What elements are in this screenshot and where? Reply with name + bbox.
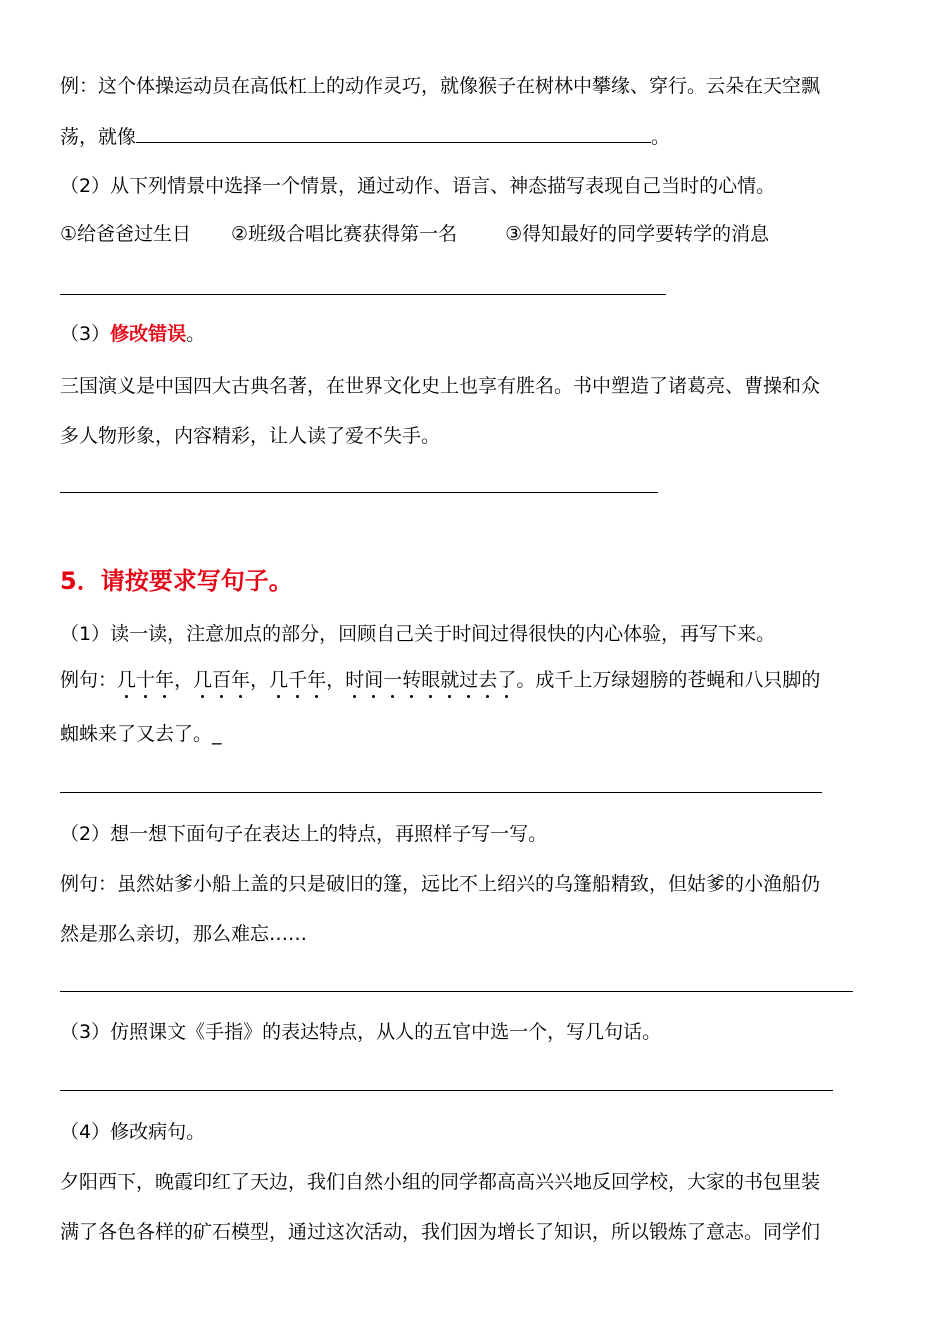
answer-line[interactable] xyxy=(60,294,666,295)
part-title: 修改错误 xyxy=(110,323,187,345)
option-1: ①给爸爸过生日 xyxy=(60,223,192,245)
answer-line[interactable] xyxy=(60,492,658,493)
dotted-char: 几 xyxy=(193,669,213,691)
example-text: 。成千上万绿翅膀的苍蝇和八只脚的 xyxy=(516,669,821,691)
answer-line[interactable] xyxy=(60,991,853,992)
q5-part1-example-line-1 xyxy=(60,668,820,692)
dotted-char: 转 xyxy=(402,669,422,691)
part-title-end: 。 xyxy=(186,323,206,345)
q4-part2-prompt: （2）从下列情景中选择一个情景，通过动作、语言、神态描写表现自己当时的心情。 xyxy=(60,175,776,197)
q4-part2-options xyxy=(60,222,769,246)
comma: ， xyxy=(326,669,346,691)
dotted-char: 了 xyxy=(497,669,517,691)
dotted-char: 几 xyxy=(117,669,137,691)
dotted-char: 年 xyxy=(307,669,327,691)
answer-line[interactable] xyxy=(60,1090,833,1091)
dotted-char: 年 xyxy=(231,669,251,691)
option-3: ③得知最好的同学要转学的消息 xyxy=(505,223,770,245)
example-sentence-line-1: 例：这个体操运动员在高低杠上的动作灵巧，就像猴子在树林中攀缘、穿行。云朵在天空飘 xyxy=(60,75,821,97)
dotted-char: 去 xyxy=(478,669,498,691)
dotted-char: 千 xyxy=(288,669,308,691)
q5-part4-prompt: （4）修改病句。 xyxy=(60,1121,206,1143)
dotted-char: 一 xyxy=(383,669,403,691)
dotted-char: 就 xyxy=(440,669,460,691)
fill-in-blank[interactable] xyxy=(136,124,651,143)
dotted-char: 百 xyxy=(212,669,232,691)
q5-part2-example-line-2: 然是那么亲切，那么难忘…… xyxy=(60,923,308,945)
dotted-char: 间 xyxy=(364,669,384,691)
dotted-char: 几 xyxy=(269,669,289,691)
q4-part3-text-line-1: 三国演义是中国四大古典名著，在世界文化史上也享有胜名。书中塑造了诸葛亮、曹操和众 xyxy=(60,375,821,397)
dotted-char: 十 xyxy=(136,669,156,691)
section-heading: 5．请按要求写句子。 xyxy=(60,567,293,595)
example-sentence-text: 荡，就像 xyxy=(60,126,137,148)
example-label: 例句： xyxy=(60,669,118,691)
q5-part4-text-line-2: 满了各色各样的矿石模型，通过这次活动，我们因为增长了知识，所以锻炼了意志。同学们 xyxy=(60,1221,821,1243)
q4-part3-prompt xyxy=(60,322,205,346)
q5-part1-example-line-2: 蜘蛛来了又去了。_ xyxy=(60,723,222,745)
dotted-char: 时 xyxy=(345,669,365,691)
dotted-char: 年 xyxy=(155,669,175,691)
q5-part2-example-line-1: 例句：虽然姑爹小船上盖的只是破旧的篷，远比不上绍兴的乌篷船精致，但姑爹的小渔船仍 xyxy=(60,873,821,895)
q4-part3-text-line-2: 多人物形象，内容精彩，让人读了爱不失手。 xyxy=(60,425,441,447)
comma: ， xyxy=(250,669,270,691)
dotted-char: 眼 xyxy=(421,669,441,691)
q5-part3-prompt: （3）仿照课文《手指》的表达特点，从人的五官中选一个，写几句话。 xyxy=(60,1021,662,1043)
q5-part2-prompt: （2）想一想下面句子在表达上的特点，再照样子写一写。 xyxy=(60,823,548,845)
part-number: （3） xyxy=(60,323,111,345)
comma: ， xyxy=(174,669,194,691)
option-2: ②班级合唱比赛获得第一名 xyxy=(231,223,458,245)
example-sentence-end: 。 xyxy=(651,126,671,148)
example-sentence-line-2 xyxy=(60,124,670,149)
q5-part1-prompt: （1）读一读，注意加点的部分，回顾自己关于时间过得很快的内心体验，再写下来。 xyxy=(60,623,776,645)
dotted-char: 过 xyxy=(459,669,479,691)
answer-line[interactable] xyxy=(60,792,822,793)
q5-part4-text-line-1: 夕阳西下，晚霞印红了天边，我们自然小组的同学都高高兴兴地反回学校，大家的书包里装 xyxy=(60,1171,821,1193)
